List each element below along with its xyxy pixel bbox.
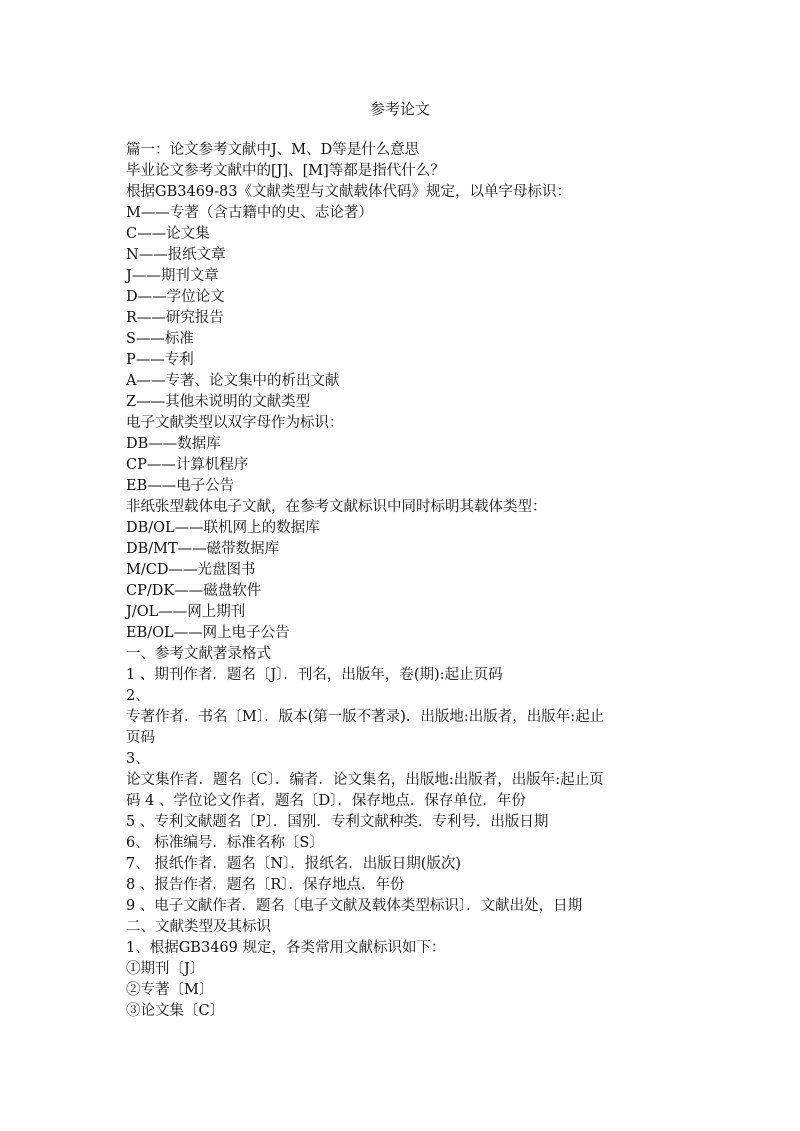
text-line: C——论文集 <box>126 226 210 242</box>
text-line: 论文集作者．题名〔C〕．编者．论文集名，出版地:出版者，出版年:起止页 <box>126 772 604 788</box>
text-line: 码 4 、学位论文作者．题名〔D〕．保存地点．保存单位．年份 <box>126 793 526 809</box>
text-line: ①期刊〔J〕 <box>126 961 205 977</box>
text-line: J/OL——网上期刊 <box>126 604 246 620</box>
text-line: 8 、报告作者．题名〔R〕．保存地点．年份 <box>126 877 405 893</box>
text-line: DB——数据库 <box>126 436 221 452</box>
text-line: ③论文集〔C〕 <box>126 1003 225 1019</box>
text-line: 一、参考文献著录格式 <box>126 646 271 662</box>
text-line: 6、 标准编号．标准名称〔S〕 <box>126 835 324 851</box>
text-line: 9 、电子文献作者．题名〔电子文献及载体类型标识〕．文献出处，日期 <box>126 898 583 914</box>
text-line: 1、根据GB3469 规定，各类常用文献标识如下： <box>126 940 446 956</box>
text-line: 2、 <box>126 688 150 704</box>
text-line: 非纸张型载体电子文献，在参考文献标识中同时标明其载体类型： <box>126 499 547 515</box>
text-line: DB/OL——联机网上的数据库 <box>126 520 320 536</box>
text-line: 二、文献类型及其标识 <box>126 919 271 935</box>
text-line: ②专著〔M〕 <box>126 982 214 998</box>
text-line: 页码 <box>126 730 155 746</box>
text-line: N——报纸文章 <box>126 247 226 263</box>
text-line: J——期刊文章 <box>126 268 219 284</box>
text-line: CP——计算机程序 <box>126 457 249 473</box>
text-line: DB/MT——磁带数据库 <box>126 541 280 557</box>
text-line: EB——电子公告 <box>126 478 235 494</box>
text-line: 毕业论文参考文献中的[J]、[M]等都是指代什么？ <box>126 163 445 179</box>
text-line: 专著作者．书名〔M〕．版本(第一版不著录)．出版地:出版者，出版年:起止 <box>126 709 605 725</box>
text-line: A——专著、论文集中的析出文献 <box>126 373 340 389</box>
text-line: EB/OL——网上电子公告 <box>126 625 290 641</box>
text-line: M/CD——光盘图书 <box>126 562 256 578</box>
text-line: 篇一：论文参考文献中J、M、D等是什么意思 <box>126 142 420 158</box>
text-line: R——研究报告 <box>126 310 224 326</box>
text-line: 根据GB3469-83《文献类型与文献载体代码》规定，以单字母标识： <box>126 184 571 200</box>
text-line: 1 、期刊作者．题名〔J〕．刊名，出版年，卷(期):起止页码 <box>126 667 503 683</box>
text-line: 电子文献类型以双字母作为标识： <box>126 415 344 431</box>
text-line: 3、 <box>126 751 150 767</box>
text-line: S——标准 <box>126 331 194 347</box>
text-line: Z——其他未说明的文献类型 <box>126 394 311 410</box>
document-body <box>126 140 666 1022</box>
text-line: M——专著（含古籍中的史、志论著） <box>126 205 373 221</box>
text-line: D——学位论文 <box>126 289 225 305</box>
text-line: 5 、专利文献题名〔P〕．国别．专利文献种类．专利号．出版日期 <box>126 814 549 830</box>
text-line: CP/DK——磁盘软件 <box>126 583 262 599</box>
text-line: P——专利 <box>126 352 194 368</box>
document-title: 参考论文 <box>369 100 430 118</box>
text-line: 7、 报纸作者．题名〔N〕．报纸名．出版日期(版次) <box>126 856 462 872</box>
